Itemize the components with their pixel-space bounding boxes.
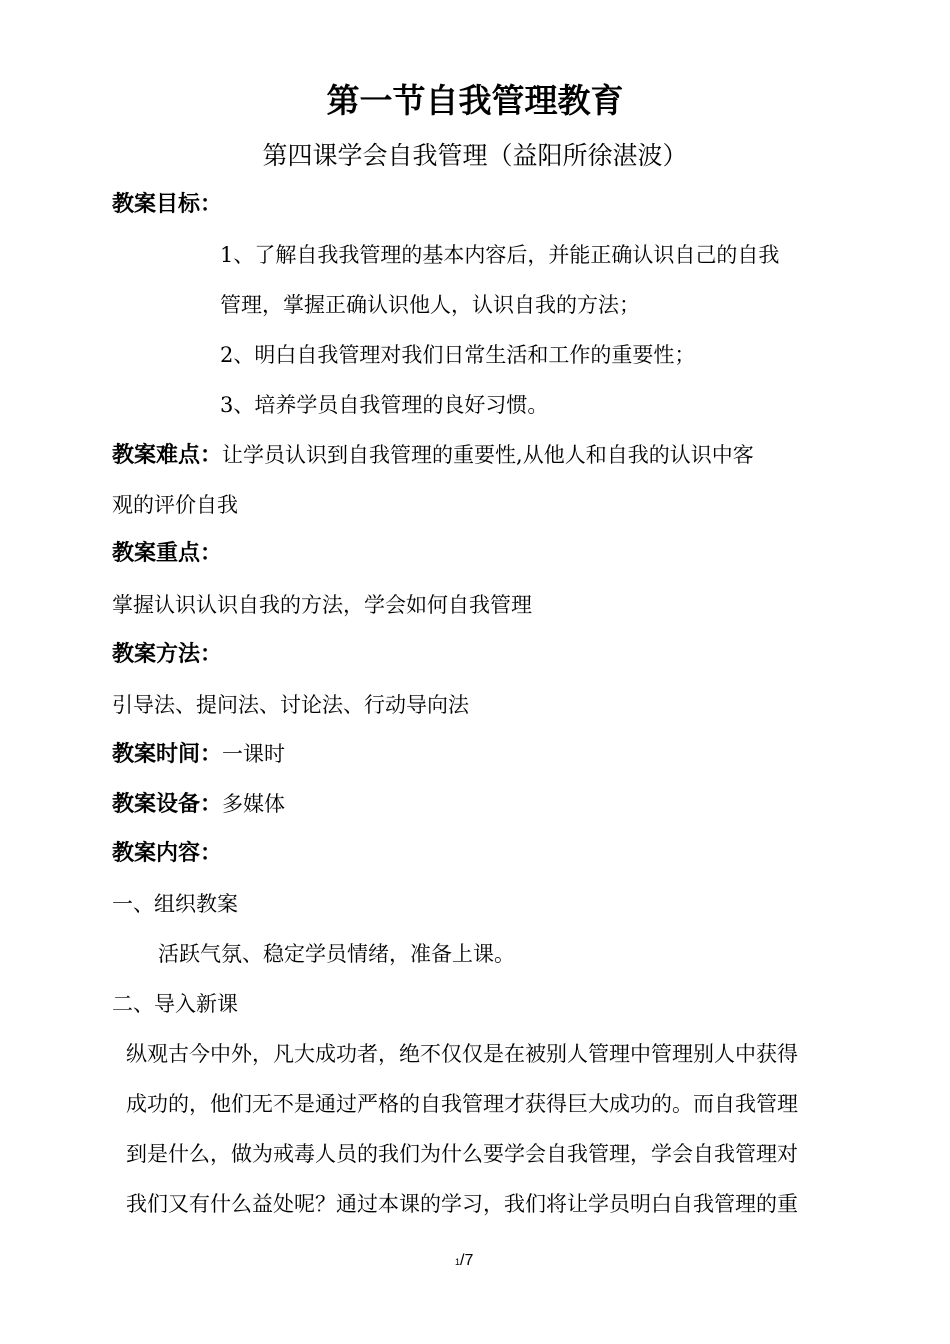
key-points-text: 掌握认识认识自我的方法，学会如何自我管理: [112, 593, 532, 617]
equipment-row: [112, 789, 285, 820]
lesson-subtitle: 第四课学会自我管理（益阳所徐湛波）: [262, 141, 688, 170]
difficulty-heading: 教案难点：: [112, 443, 223, 468]
difficulty-text: 让学员认识到自我管理的重要性,从他人和自我的认识中客: [222, 443, 754, 467]
paragraph-line: 到是什么，做为戒毒人员的我们为什么要学会自我管理，学会自我管理对: [126, 1142, 798, 1166]
objective-line: 3、培养学员自我管理的良好习惯。: [220, 393, 549, 417]
objective-line: 管理，掌握正确认识他人，认识自我的方法；: [220, 293, 640, 317]
equipment-value: 多媒体: [222, 792, 286, 816]
section-heading: 二、导入新课: [112, 992, 238, 1016]
page-number-total: /7: [460, 1252, 474, 1269]
paragraph-line: 我们又有什么益处呢？通过本课的学习，我们将让学员明白自我管理的重: [126, 1192, 798, 1216]
difficulty-row: [112, 440, 754, 471]
objective-line: 1、了解自我我管理的基本内容后，并能正确认识自己的自我: [220, 243, 780, 267]
objective-line: 2、明白自我管理对我们日常生活和工作的重要性；: [220, 343, 696, 367]
methods-heading: 教案方法：: [112, 642, 223, 667]
difficulty-text-continued: 观的评价自我: [112, 493, 238, 517]
section-heading: 一、组织教案: [112, 892, 238, 916]
time-heading: 教案时间：: [112, 742, 223, 767]
time-value: 一课时: [222, 742, 286, 766]
paragraph-line: 纵观古今中外，凡大成功者，绝不仅仅是在被别人管理中管理别人中获得: [126, 1042, 798, 1066]
equipment-heading: 教案设备：: [112, 792, 223, 817]
content-heading: 教案内容：: [112, 841, 223, 866]
page-number-current: 1: [455, 1257, 461, 1267]
page-title: 第一节自我管理教育: [326, 81, 624, 120]
paragraph-line: 成功的，他们无不是通过严格的自我管理才获得巨大成功的。而自我管理: [126, 1092, 798, 1116]
methods-text: 引导法、提问法、讨论法、行动导向法: [112, 693, 469, 717]
objectives-heading: 教案目标：: [112, 192, 223, 217]
key-points-heading: 教案重点：: [112, 541, 223, 566]
time-row: [112, 739, 285, 770]
section-text: 活跃气氛、稳定学员情绪，准备上课。: [158, 942, 515, 966]
page-number: [455, 1251, 473, 1272]
